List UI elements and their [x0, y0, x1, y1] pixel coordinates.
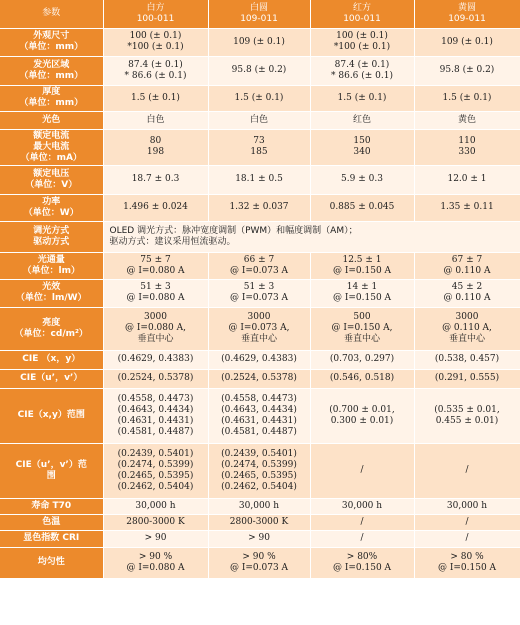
row-label-cell [0, 221, 103, 252]
value-cell [208, 28, 310, 56]
row-label-line: CIE（x,y）范围 [17, 410, 85, 420]
value-line: (0.2474, 0.5399) [221, 459, 297, 470]
value-cell [208, 111, 310, 129]
value-cell [208, 530, 310, 547]
value-line: @ I=0.080 A, [125, 323, 186, 333]
value-cell [310, 129, 414, 165]
value-cell [414, 388, 520, 443]
value-line: > 90 % [242, 551, 276, 562]
value-line: *100 (± 0.1) [127, 42, 184, 52]
value-cell [208, 194, 310, 221]
spec-row [0, 252, 520, 279]
spec-row [0, 194, 520, 221]
value-line: @ 0.110 A [443, 265, 491, 276]
value-line: @ I=0.150 A [437, 562, 497, 573]
value-line: 3000 [247, 312, 271, 322]
value-cell [103, 85, 208, 111]
value-line: 51 ± 3 [140, 282, 171, 292]
value-cell [414, 279, 520, 307]
row-label-line: CIE（u’，v’）范 [15, 459, 87, 470]
value-line: > 90 [144, 533, 167, 543]
header-param-label: 参数 [42, 8, 61, 19]
value-line: 0.300 ± 0.01) [330, 415, 394, 426]
value-line: (0.2524, 0.5378) [221, 373, 297, 383]
value-line: 18.1 ± 0.5 [235, 174, 283, 184]
value-cell [208, 165, 310, 194]
value-line: 110 [458, 136, 476, 146]
value-line: 5.9 ± 0.3 [341, 174, 383, 184]
value-line: (0.703, 0.297) [329, 354, 395, 364]
header-param-cell [0, 0, 103, 28]
value-cell [310, 369, 414, 388]
spec-row [0, 307, 520, 350]
value-line: / [465, 465, 469, 475]
value-cell [208, 56, 310, 85]
row-label-cell [0, 498, 103, 514]
value-cell [208, 279, 310, 307]
row-label-line: 显色指数 CRI [23, 533, 80, 543]
value-line: 95.8 (± 0.2) [231, 65, 287, 75]
value-cell [310, 252, 414, 279]
value-line: 1.5 (± 0.1) [131, 92, 180, 103]
value-line: (0.2462, 0.5404) [117, 481, 194, 492]
spec-row [0, 514, 520, 530]
value-line: * 86.6 (± 0.1) [124, 70, 187, 81]
row-label-line: CIE （x，y） [22, 354, 81, 364]
value-cell [310, 28, 414, 56]
row-label-line: 光通量 [37, 254, 65, 265]
value-line: 30,000 h [341, 500, 383, 511]
row-label-cell [0, 165, 103, 194]
value-cell [208, 388, 310, 443]
value-cell [208, 129, 310, 165]
value-cell [310, 56, 414, 85]
value-cell [310, 350, 414, 369]
row-label-line: CIE（u’，v’） [20, 373, 83, 383]
row-label-cell [0, 194, 103, 221]
value-line: 500 [353, 312, 371, 322]
value-cell [414, 369, 520, 388]
row-label-line: 厚度 [42, 87, 61, 97]
value-cell [103, 514, 208, 530]
row-label-line: （单位：lm） [22, 265, 80, 276]
row-label-line: 额定电流 [33, 130, 70, 141]
row-label-cell [0, 547, 103, 578]
value-cell [103, 111, 208, 129]
row-label-cell [0, 307, 103, 350]
row-label-line: 额定电压 [33, 168, 70, 179]
col-code: 109-011 [240, 13, 278, 24]
value-line: 100 (± 0.1) [129, 31, 182, 41]
value-cell [414, 530, 520, 547]
value-line: > 80 % [450, 551, 484, 562]
row-label-cell [0, 388, 103, 443]
value-line: 30,000 h [135, 500, 176, 511]
value-cell [414, 307, 520, 350]
header-col-4 [414, 0, 520, 28]
value-line: (0.4629, 0.4383) [221, 354, 297, 364]
value-cell [208, 252, 310, 279]
value-cell [310, 165, 414, 194]
value-line: @ I=0.080 A [126, 293, 185, 303]
value-cell [310, 111, 414, 129]
value-cell [208, 514, 310, 530]
spec-row [0, 279, 520, 307]
value-line: *100 (± 0.1) [333, 42, 391, 52]
spec-row [0, 388, 520, 443]
value-line: 1.5 (± 0.1) [234, 92, 284, 103]
value-cell [310, 530, 414, 547]
spec-row [0, 350, 520, 369]
value-line: (0.291, 0.555) [434, 373, 500, 383]
row-label-line: 寿命 T70 [31, 500, 72, 511]
value-line: (0.4631, 0.4431) [221, 415, 297, 426]
row-label-line: 亮度 [42, 317, 61, 328]
value-line: (0.4643, 0.4434) [117, 404, 194, 415]
value-line: (0.4581, 0.4487) [221, 426, 297, 437]
value-line: (0.2465, 0.5395) [117, 470, 194, 481]
value-cell [103, 307, 208, 350]
spec-row [0, 56, 520, 85]
value-line: 白色 [249, 114, 268, 125]
value-line: 垂直中心 [240, 334, 277, 344]
value-line: (0.4558, 0.4473) [221, 393, 297, 404]
value-line: 51 ± 3 [243, 282, 275, 292]
header-col-3 [310, 0, 414, 28]
value-cell [310, 279, 414, 307]
value-line: (0.4643, 0.4434) [221, 404, 297, 415]
col-name: 黄圆 [457, 2, 476, 13]
value-line: @ I=0.150 A [332, 265, 392, 276]
value-cell [414, 194, 520, 221]
row-label-line: （单位：W） [23, 207, 79, 218]
value-line: 1.5 (± 0.1) [442, 92, 492, 103]
row-label-line: 外观尺寸 [33, 31, 70, 41]
value-cell [414, 514, 520, 530]
value-cell [414, 28, 520, 56]
value-cell [310, 307, 414, 350]
value-line: 白色 [146, 114, 165, 125]
value-cell [103, 252, 208, 279]
value-line: (0.2474, 0.5399) [117, 459, 194, 470]
spec-row [0, 111, 520, 129]
row-label-cell [0, 111, 103, 129]
row-label-cell [0, 369, 103, 388]
row-label-line: （单位：V） [25, 179, 78, 190]
header-col-1 [103, 0, 208, 28]
value-line: 1.5 (± 0.1) [337, 92, 387, 103]
value-cell [208, 307, 310, 350]
value-cell [414, 252, 520, 279]
value-line: @ I=0.073 A [229, 293, 289, 303]
value-line: (0.535 ± 0.01, [434, 404, 500, 415]
value-cell [310, 443, 414, 498]
value-line: @ 0.110 A, [442, 323, 492, 333]
value-line: > 90 [248, 533, 270, 543]
value-line: > 80% [346, 551, 378, 562]
value-cell [414, 85, 520, 111]
value-line: 45 ± 2 [451, 282, 483, 292]
value-line: 1.496 ± 0.024 [123, 202, 188, 212]
row-label-cell [0, 252, 103, 279]
value-line: / [360, 533, 364, 543]
value-line: 1.35 ± 0.11 [440, 202, 494, 212]
row-label-line: 功率 [42, 196, 61, 207]
row-label-line: （单位：mA） [20, 152, 82, 163]
value-line: (0.4629, 0.4383) [117, 354, 194, 364]
value-cell [208, 85, 310, 111]
row-label-cell [0, 28, 103, 56]
value-cell [310, 547, 414, 578]
value-line: 0.885 ± 0.045 [329, 202, 395, 212]
value-cell [103, 28, 208, 56]
row-label-line: （单位：cd/m²） [14, 328, 88, 339]
value-line: 18.7 ± 0.3 [131, 174, 180, 184]
value-line: @ I=0.080 A [126, 562, 185, 573]
row-label-line: 最大电流 [33, 141, 70, 152]
row-label-cell [0, 530, 103, 547]
col-name: 红方 [352, 2, 371, 13]
value-line: @ I=0.150 A [332, 562, 392, 573]
value-cell [208, 350, 310, 369]
value-cell [208, 369, 310, 388]
row-label-line: 围 [46, 470, 56, 481]
row-label-line: 光色 [42, 114, 61, 125]
row-label-cell [0, 129, 103, 165]
value-line: 73 [253, 136, 265, 146]
value-cell [103, 498, 208, 514]
value-line: (0.2465, 0.5395) [221, 470, 297, 481]
value-cell [103, 165, 208, 194]
row-label-cell [0, 56, 103, 85]
value-cell [310, 514, 414, 530]
col-code: 100-011 [343, 13, 381, 24]
value-line: (0.4558, 0.4473) [117, 393, 194, 404]
value-line: @ I=0.073 A [229, 265, 289, 276]
header-row [0, 0, 520, 28]
row-label-line: 色温 [42, 516, 61, 527]
value-cell [103, 388, 208, 443]
value-line: @ I=0.150 A, [331, 323, 393, 333]
col-code: 100-011 [136, 13, 175, 24]
spec-row [0, 547, 520, 578]
spec-row [0, 369, 520, 388]
value-line: 黄色 [457, 114, 476, 125]
row-label-line: 均匀性 [37, 557, 65, 567]
value-line: 87.4 (± 0.1) [334, 59, 390, 70]
value-line: (0.2439, 0.5401) [117, 448, 194, 459]
value-cell [208, 443, 310, 498]
value-line: (0.700 ± 0.01, [329, 404, 395, 415]
value-cell [310, 388, 414, 443]
spec-row [0, 221, 520, 252]
value-line: 3000 [144, 312, 167, 322]
value-line: 垂直中心 [343, 334, 380, 344]
row-label-cell [0, 350, 103, 369]
spec-row [0, 530, 520, 547]
value-line: 330 [458, 147, 476, 157]
spec-row [0, 165, 520, 194]
value-line: @ 0.110 A [443, 293, 491, 303]
value-cell [103, 129, 208, 165]
value-cell [208, 547, 310, 578]
value-cell [208, 498, 310, 514]
value-line: @ I=0.073 A [229, 562, 289, 573]
value-line: 2800-3000 K [229, 516, 289, 527]
value-line: > 90 % [138, 551, 173, 562]
value-line: 340 [353, 147, 371, 157]
value-line: 2800-3000 K [126, 516, 185, 527]
value-line: (0.2524, 0.5378) [117, 373, 194, 383]
col-code: 109-011 [448, 13, 486, 24]
value-cell [310, 498, 414, 514]
value-line: / [360, 516, 364, 527]
value-line: 67 ± 7 [451, 254, 483, 265]
value-cell [103, 56, 208, 85]
row-label-line: 调光方式 [33, 225, 70, 236]
header-col-2 [208, 0, 310, 28]
value-line: / [360, 465, 364, 475]
value-cell [103, 194, 208, 221]
row-label-line: （单位：lm/W） [15, 293, 87, 303]
value-line: 30,000 h [238, 500, 280, 511]
value-line: (0.4581, 0.4487) [117, 426, 194, 437]
value-cell [310, 85, 414, 111]
value-cell [310, 194, 414, 221]
value-line: @ I=0.080 A [126, 265, 185, 276]
value-line: (0.2462, 0.5404) [221, 481, 297, 492]
value-line: @ I=0.073 A, [228, 323, 290, 333]
value-line: 75 ± 7 [140, 254, 171, 265]
row-label-cell [0, 443, 103, 498]
value-line: 30,000 h [446, 500, 488, 511]
span-line: 驱动方式：建议采用恒流驱动。 [109, 236, 236, 247]
row-label-line: 光效 [42, 282, 61, 292]
value-line: 100 (± 0.1) [336, 31, 388, 41]
value-cell [414, 443, 520, 498]
value-line: 0.455 ± 0.01) [435, 415, 499, 426]
value-cell [414, 129, 520, 165]
col-name: 白圆 [249, 2, 268, 13]
col-name: 白方 [146, 2, 165, 13]
value-line: 87.4 (± 0.1) [128, 59, 183, 70]
value-line: 109 (± 0.1) [441, 36, 493, 47]
row-label-cell [0, 514, 103, 530]
value-line: * 86.6 (± 0.1) [331, 70, 393, 81]
value-line: 185 [250, 147, 268, 157]
value-line: (0.538, 0.457) [434, 354, 500, 364]
value-line: 109 (± 0.1) [233, 36, 285, 47]
value-line: @ I=0.150 A [332, 293, 392, 303]
value-cell [103, 350, 208, 369]
row-label-line: （单位：mm） [19, 98, 84, 108]
value-line: 80 [149, 136, 162, 146]
value-line: (0.546, 0.518) [329, 373, 395, 383]
span-line: OLED 调光方式：脉冲宽度调制（PWM）和幅度调制（AM）； [109, 225, 358, 236]
row-label-cell [0, 279, 103, 307]
value-line: 垂直中心 [137, 334, 174, 344]
value-line: 12.5 ± 1 [342, 254, 382, 265]
spec-row [0, 498, 520, 514]
value-line: 150 [353, 136, 371, 146]
row-label-line: 驱动方式 [33, 236, 70, 247]
row-label-line: （单位：mm） [19, 70, 84, 81]
row-label-cell [0, 85, 103, 111]
value-cell [103, 443, 208, 498]
value-line: 1.32 ± 0.037 [229, 202, 289, 212]
value-line: 红色 [352, 114, 371, 125]
value-line: / [465, 516, 469, 527]
value-line: 垂直中心 [448, 334, 485, 344]
value-line: / [465, 533, 469, 543]
value-cell [103, 547, 208, 578]
value-line: 95.8 (± 0.2) [439, 65, 495, 75]
value-cell [103, 279, 208, 307]
value-line: 198 [146, 147, 165, 157]
spec-row [0, 443, 520, 498]
value-cell [414, 111, 520, 129]
value-line: (0.4631, 0.4431) [117, 415, 194, 426]
row-label-line: （单位：mm） [19, 42, 84, 52]
row-label-line: 发光区域 [33, 59, 70, 70]
value-line: (0.2439, 0.5401) [221, 448, 297, 459]
spec-row [0, 28, 520, 56]
spec-row [0, 129, 520, 165]
value-line: 3000 [455, 312, 479, 322]
value-cell [414, 547, 520, 578]
value-cell [414, 165, 520, 194]
spec-row [0, 85, 520, 111]
value-cell [414, 56, 520, 85]
span-cell [103, 221, 520, 252]
value-cell [103, 369, 208, 388]
value-cell [103, 530, 208, 547]
value-line: 12.0 ± 1 [447, 174, 487, 184]
value-line: 14 ± 1 [346, 282, 378, 292]
value-cell [414, 498, 520, 514]
value-cell [414, 350, 520, 369]
value-line: 66 ± 7 [243, 254, 275, 265]
